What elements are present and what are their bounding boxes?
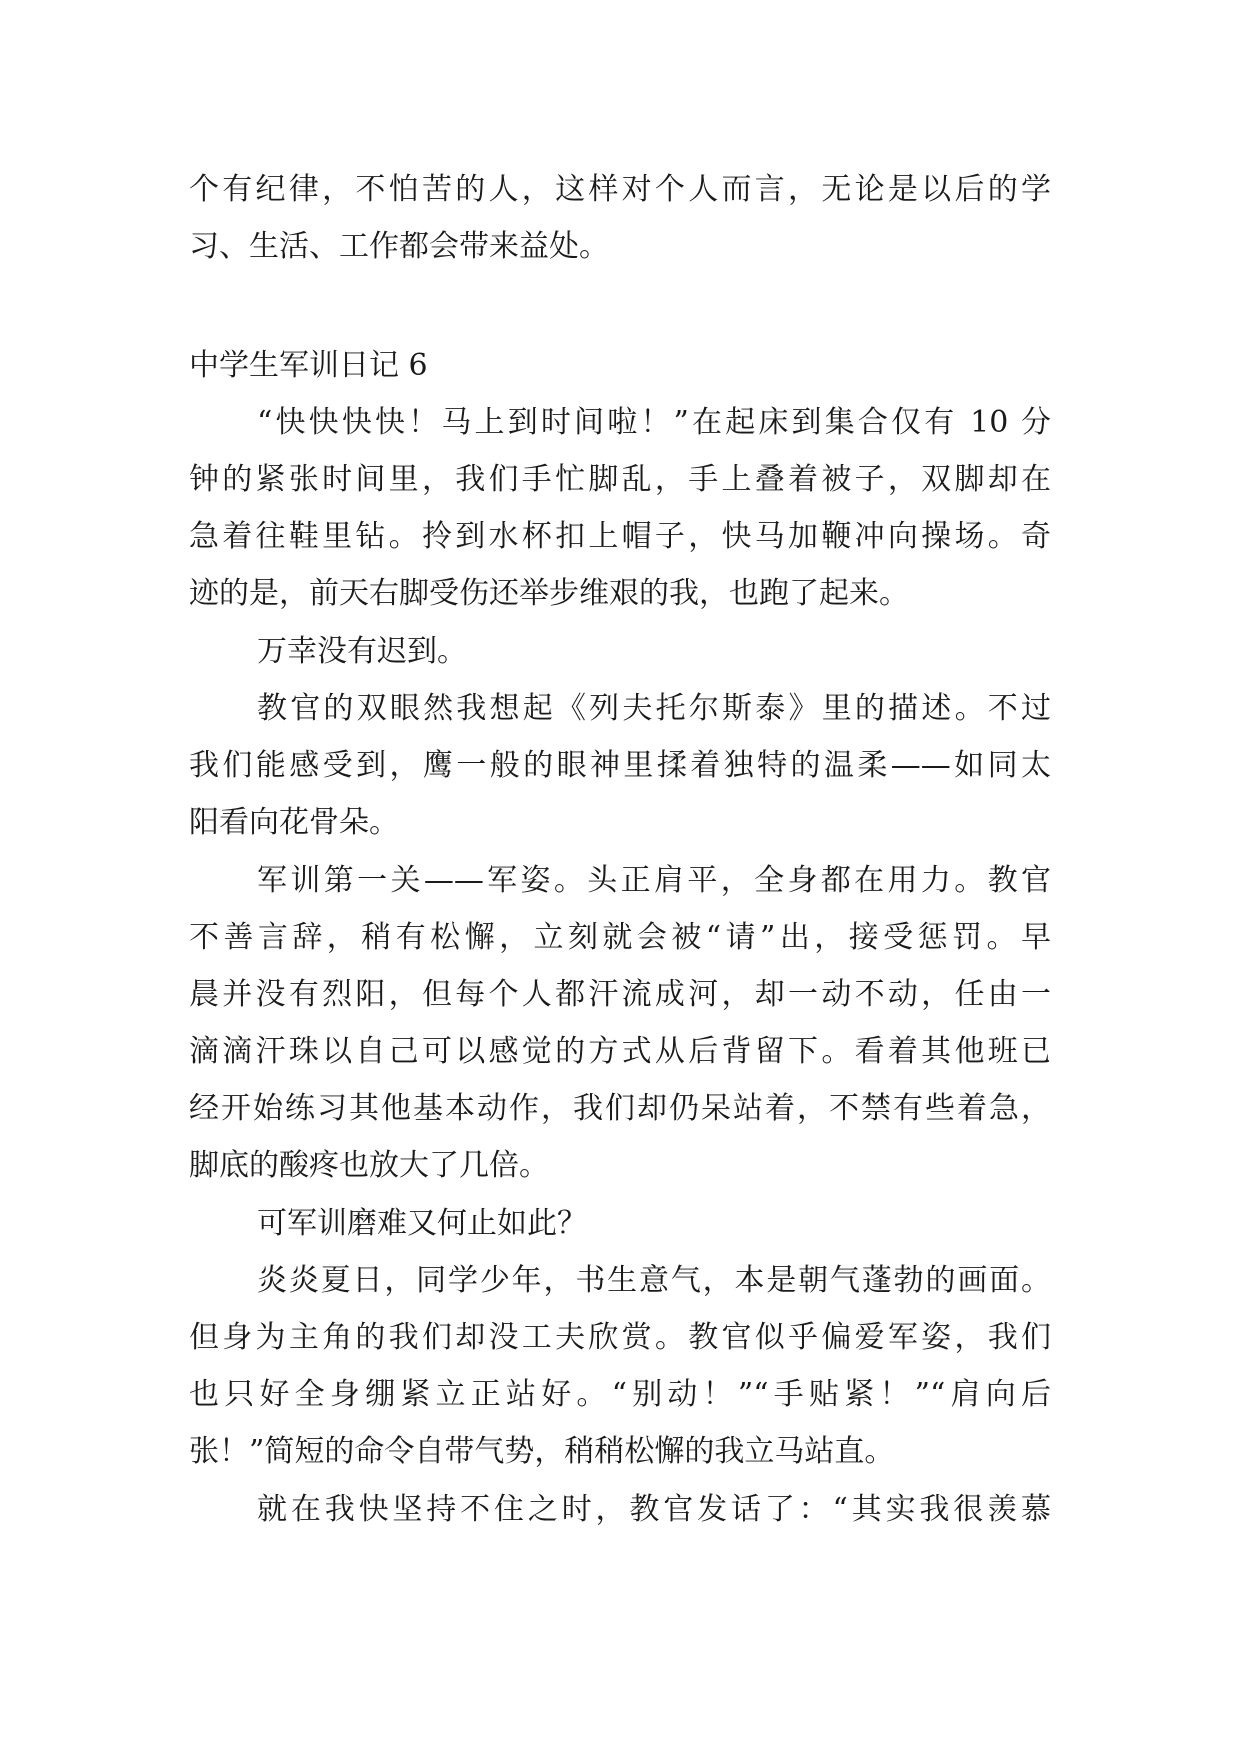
paragraph-line: 教官的双眼然我想起《列夫托尔斯泰》里的描述。不过 [257,691,1051,726]
paragraph-line: 军训第一关——军姿。头正肩平，全身都在用力。教官 [257,863,1051,898]
paragraph-line: 万幸没有迟到。 [257,634,467,669]
paragraph-line: 个有纪律，不怕苦的人，这样对个人而言，无论是以后的学 [189,172,1051,207]
paragraph-line: 滴滴汗珠以自己可以感觉的方式从后背留下。看着其他班已 [189,1034,1051,1069]
paragraph-line: 也只好全身绷紧立正站好。“别动！”“手贴紧！”“肩向后 [189,1377,1051,1412]
paragraph-line: 炎炎夏日，同学少年，书生意气，本是朝气蓬勃的画面。 [257,1263,1051,1298]
paragraph-line: 晨并没有烈阳，但每个人都汗流成河，却一动不动，任由一 [189,977,1051,1012]
paragraph-line: 习、生活、工作都会带来益处。 [189,229,609,264]
paragraph-line: 不善言辞，稍有松懈，立刻就会被“请”出，接受惩罚。早 [189,920,1051,955]
paragraph-line: 急着往鞋里钻。拎到水杯扣上帽子，快马加鞭冲向操场。奇 [189,519,1051,554]
paragraph-line: 张！”简短的命令自带气势，稍稍松懈的我立马站直。 [189,1434,895,1469]
paragraph-line: 就在我快坚持不住之时，教官发话了：“其实我很羡慕 [257,1492,1051,1527]
paragraph-line: “快快快快！马上到时间啦！”在起床到集合仅有 10 分 [257,405,1051,440]
paragraph-line: 但身为主角的我们却没工夫欣赏。教官似乎偏爱军姿，我们 [189,1320,1051,1355]
paragraph-line: 钟的紧张时间里，我们手忙脚乱，手上叠着被子，双脚却在 [189,462,1051,497]
paragraph-line: 经开始练习其他基本动作，我们却仍呆站着，不禁有些着急， [189,1091,1051,1126]
paragraph-line: 迹的是，前天右脚受伤还举步维艰的我，也跑了起来。 [189,576,909,611]
paragraph-line: 可军训磨难又何止如此？ [257,1206,587,1241]
paragraph-line: 我们能感受到，鹰一般的眼神里揉着独特的温柔——如同太 [189,748,1051,783]
paragraph-line: 阳看向花骨朵。 [189,805,399,840]
paragraph-line: 脚底的酸疼也放大了几倍。 [189,1148,549,1183]
section-heading: 中学生军训日记 6 [189,348,428,383]
